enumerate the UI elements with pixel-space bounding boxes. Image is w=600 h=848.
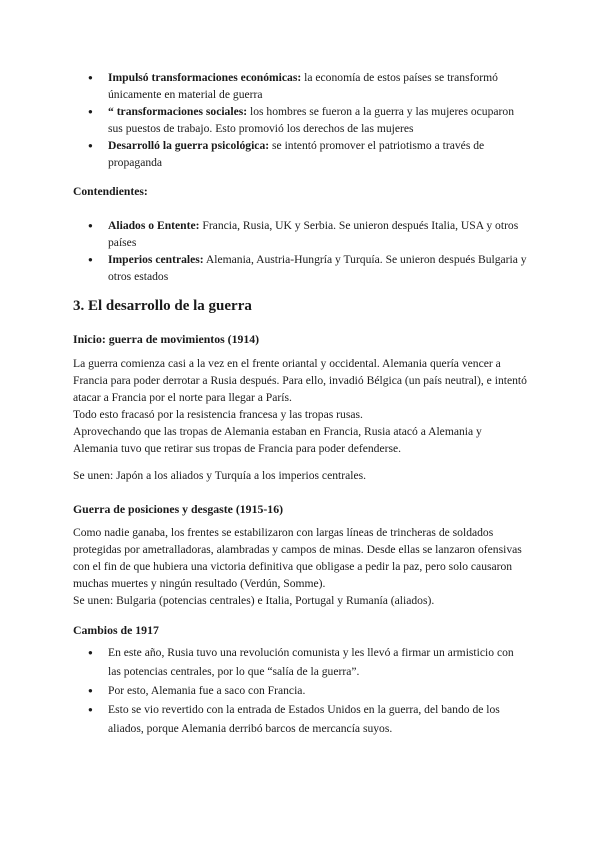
list-item: ● Esto se vio revertido con la entrada de Estados Unidos en la guerra, del bando de los aliados, porque Alemania derribó barcos de mercancía suyos. [73,700,528,738]
paragraph: La guerra comienza casi a la vez en el frente oriantal y occidental. Alemania quería vencer a Francia para poder derrotar a Rusia después. Para ello, invadió Bélgica (un país neutral), e intentó atacar a Francia por el norte para llegar a París. [73,357,527,404]
section-title: 3. El desarrollo de la guerra [73,298,252,314]
list-item: ● “ transformaciones sociales: los hombres se fueron a la guerra y las mujeres ocuparon sus puestos de trabajo. Esto promovió los derechos de las mujeres [73,103,528,137]
intro-bullet-list [73,69,528,171]
cambios-bullet-list [73,643,528,738]
subsection-heading-cambios: Cambios de 1917 [73,623,159,637]
list-item: ● En este año, Rusia tuvo una revolución comunista y les llevó a firmar un armisticio con las potencias centrales, por lo que “salía de la guerra”. [73,643,528,681]
paragraph: Se unen: Bulgaria (potencias centrales) e Italia, Portugal y Rumanía (aliados). [73,594,435,607]
inicio-body [73,355,528,457]
paragraph: Como nadie ganaba, los frentes se estabilizaron con largas líneas de trincheras de soldados protegidas por ametralladoras, alambradas y campos de minas. Desde ellas se lanzaron ofensivas con el fin de que hubiera una victoria definitiva que obligase a pedir la paz, pero solo causaron muchas muertes y ningún resultado (Verdún, Somme). [73,526,522,590]
subsection-heading-posiciones: Guerra de posiciones y desgaste (1915-16) [73,502,284,516]
contendientes-bullet-list [73,217,528,285]
paragraph: Todo esto fracasó por la resistencia francesa y las tropas rusas. [73,408,363,421]
contendientes-heading: Contendientes: [73,185,148,198]
subsection-heading-inicio: Inicio: guerra de movimientos (1914) [73,332,260,346]
list-item: ● Por esto, Alemania fue a saco con Francia. [73,681,528,700]
paragraph: Se unen: Japón a los aliados y Turquía a los imperios centrales. [73,469,367,482]
posiciones-body [73,524,528,609]
list-item: ● Imperios centrales: Alemania, Austria-Hungría y Turquía. Se unieron después Bulgaria y otros estados [73,251,528,285]
list-item: ● Impulsó transformaciones económicas: la economía de estos países se transformó únicamente en material de guerra [73,69,528,103]
list-item: ● Desarrolló la guerra psicológica: se intentó promover el patriotismo a través de propaganda [73,137,528,171]
paragraph: Aprovechando que las tropas de Alemania estaban en Francia, Rusia atacó a Alemania y Alemania tuvo que retirar sus tropas de Francia para poder defenderse. [73,425,482,455]
list-item: ● Aliados o Entente: Francia, Rusia, UK y Serbia. Se unieron después Italia, USA y otros países [73,217,528,251]
